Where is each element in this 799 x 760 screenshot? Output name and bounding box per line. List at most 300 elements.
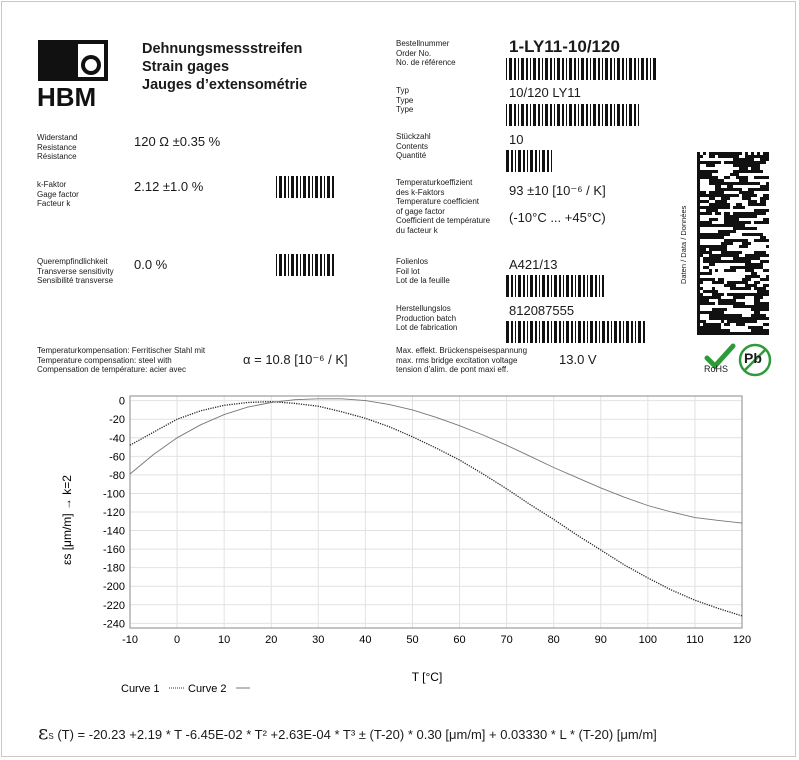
datamatrix-cell [703, 212, 706, 215]
datamatrix-cell [730, 242, 733, 245]
datamatrix-cell [766, 284, 769, 287]
datamatrix-cell [706, 296, 709, 299]
datamatrix-cell [736, 317, 739, 320]
datamatrix-cell [760, 260, 763, 263]
datamatrix-cell [697, 233, 700, 236]
datamatrix-cell [724, 182, 727, 185]
datamatrix-cell [706, 200, 709, 203]
datamatrix-cell [745, 161, 748, 164]
datamatrix-cell [754, 176, 757, 179]
y-tick-label: -20 [109, 414, 125, 427]
datamatrix-cell [703, 152, 706, 155]
barcode-bar [622, 58, 624, 80]
datamatrix-cell [712, 281, 715, 284]
datamatrix-cell [712, 179, 715, 182]
datamatrix-cell [730, 194, 733, 197]
x-tick-label: 40 [359, 634, 372, 646]
datamatrix-cell [700, 236, 703, 239]
datamatrix-cell [706, 176, 709, 179]
datamatrix-cell [754, 233, 757, 236]
datamatrix-cell [730, 185, 733, 188]
barcode-bar [574, 104, 576, 126]
datamatrix-cell [736, 158, 739, 161]
datamatrix-cell [733, 299, 736, 302]
datamatrix-cell [703, 200, 706, 203]
datamatrix-cell [700, 278, 703, 281]
datamatrix-cell [718, 296, 721, 299]
datamatrix-cell [739, 323, 742, 326]
barcode-bar [562, 104, 564, 126]
datamatrix-cell [766, 308, 769, 311]
datamatrix-cell [706, 311, 709, 314]
datamatrix-cell [736, 194, 739, 197]
datamatrix-cell [697, 200, 700, 203]
datamatrix-cell [721, 260, 724, 263]
y-tick-label: -60 [109, 451, 125, 464]
datamatrix-cell [766, 152, 769, 155]
datamatrix-cell [697, 314, 700, 317]
datamatrix-cell [718, 245, 721, 248]
datamatrix-cell [754, 272, 757, 275]
barcode-bar [539, 321, 540, 343]
datamatrix-cell [736, 176, 739, 179]
barcode-bar [551, 150, 552, 172]
datamatrix-cell [760, 197, 763, 200]
datamatrix-cell [721, 188, 724, 191]
datamatrix-cell [706, 272, 709, 275]
datamatrix-cell [697, 221, 700, 224]
datamatrix-cell [727, 269, 730, 272]
datamatrix-cell [751, 170, 754, 173]
datamatrix-cell [742, 233, 745, 236]
datamatrix-cell [742, 227, 745, 230]
datamatrix-cell [715, 200, 718, 203]
barcode-bar [506, 104, 507, 126]
datamatrix-cell [727, 239, 730, 242]
barcode-bar [308, 254, 310, 276]
datamatrix-cell [721, 332, 724, 335]
datamatrix-cell [709, 296, 712, 299]
datamatrix-cell [697, 296, 700, 299]
datamatrix-cell [703, 290, 706, 293]
datamatrix-cell [697, 209, 700, 212]
datamatrix-cell [739, 245, 742, 248]
datamatrix-cell [715, 293, 718, 296]
datamatrix-cell [733, 266, 736, 269]
datamatrix-cell [724, 329, 727, 332]
datamatrix-cell [706, 302, 709, 305]
datamatrix-cell [766, 197, 769, 200]
datamatrix-cell [730, 224, 733, 227]
datamatrix-cell [736, 152, 739, 155]
barcode-bar [538, 104, 540, 126]
datamatrix-cell [754, 332, 757, 335]
datamatrix-cell [736, 227, 739, 230]
datamatrix-cell [697, 269, 700, 272]
x-tick-label: 120 [732, 634, 752, 646]
datamatrix-cell [721, 179, 724, 182]
datamatrix-cell [706, 278, 709, 281]
x-axis-label: T [°C] [411, 670, 443, 684]
datamatrix-cell [739, 287, 742, 290]
datamatrix-cell [727, 155, 730, 158]
datamatrix-cell [718, 224, 721, 227]
datamatrix-cell [742, 266, 745, 269]
datamatrix-cell [754, 299, 757, 302]
barcode-bar [571, 321, 573, 343]
datamatrix-cell [706, 221, 709, 224]
resistance-labels: Widerstand Resistance Résistance [37, 133, 78, 161]
datamatrix-cell [700, 251, 703, 254]
datamatrix-cell [742, 197, 745, 200]
barcode-bar [526, 58, 528, 80]
datamatrix-cell [745, 179, 748, 182]
datamatrix-cell [745, 170, 748, 173]
x-tick-label: 100 [638, 634, 658, 646]
datamatrix-cell [745, 197, 748, 200]
datamatrix-cell [700, 272, 703, 275]
datamatrix-cell [745, 278, 748, 281]
datamatrix-cell [748, 155, 751, 158]
datamatrix-cell [730, 260, 733, 263]
datamatrix-cell [712, 248, 715, 251]
datamatrix-cell [766, 290, 769, 293]
datamatrix-cell [715, 176, 718, 179]
datamatrix-cell [754, 317, 757, 320]
barcode-bar [653, 58, 656, 80]
datamatrix-cell [697, 224, 700, 227]
datamatrix-cell [742, 287, 745, 290]
datamatrix-cell [730, 287, 733, 290]
barcode-bar [320, 176, 322, 198]
datamatrix-cell [697, 185, 700, 188]
datamatrix-cell [733, 320, 736, 323]
datamatrix-cell [733, 317, 736, 320]
barcode-bar [590, 104, 591, 126]
datamatrix-cell [745, 266, 748, 269]
datamatrix-cell [721, 278, 724, 281]
batch-value: 812087555 [509, 303, 575, 318]
barcode-bar [509, 58, 512, 80]
datamatrix-cell [763, 293, 766, 296]
datamatrix-cell [751, 329, 754, 332]
datamatrix-cell [715, 194, 718, 197]
barcode-bar [521, 104, 524, 126]
datamatrix-cell [757, 212, 760, 215]
y-tick-label: -80 [109, 469, 125, 482]
title-en: Strain gages [142, 59, 230, 75]
datamatrix-cell [766, 239, 769, 242]
x-tick-label: 0 [174, 634, 181, 646]
barcode-bar [332, 176, 334, 198]
datamatrix-cell [739, 176, 742, 179]
barcode-bar [550, 58, 552, 80]
datamatrix-cell [724, 260, 727, 263]
datamatrix-cell [754, 239, 757, 242]
datamatrix-cell [718, 260, 721, 263]
datamatrix-cell [730, 230, 733, 233]
datamatrix-cell [763, 269, 766, 272]
datamatrix-cell [733, 170, 736, 173]
barcode-bar [332, 254, 334, 276]
barcode-bar [634, 104, 636, 126]
datamatrix-cell [754, 215, 757, 218]
datamatrix-cell [715, 179, 718, 182]
datamatrix-cell [742, 281, 745, 284]
x-tick-label: 80 [547, 634, 560, 646]
datamatrix-cell [697, 266, 700, 269]
datamatrix-cell [751, 155, 754, 158]
datamatrix-cell [727, 218, 730, 221]
datamatrix-cell [754, 329, 757, 332]
datamatrix-cell [715, 332, 718, 335]
barcode-bar [530, 104, 531, 126]
gage-factor-barcode [276, 176, 334, 198]
datamatrix-cell [697, 164, 700, 167]
y-tick-label: -140 [102, 525, 125, 538]
datamatrix-cell [703, 320, 706, 323]
datamatrix-cell [697, 281, 700, 284]
datamatrix-cell [697, 326, 700, 329]
datamatrix-cell [697, 167, 700, 170]
datamatrix-cell [757, 251, 760, 254]
hbm-logo-graphic [38, 40, 108, 81]
datamatrix-cell [742, 239, 745, 242]
barcode-bar [535, 150, 537, 172]
datamatrix-cell [742, 224, 745, 227]
datamatrix-cell [757, 314, 760, 317]
datamatrix-cell [721, 236, 724, 239]
datamatrix-cell [706, 209, 709, 212]
datamatrix-cell [745, 191, 748, 194]
barcode-bar [599, 321, 600, 343]
datamatrix-cell [751, 233, 754, 236]
barcode-bar [617, 58, 620, 80]
datamatrix-cell [718, 179, 721, 182]
datamatrix-cell [727, 242, 730, 245]
datamatrix-cell [760, 302, 763, 305]
barcode-bar [509, 104, 512, 126]
temp-comp-labels: Temperaturkompensation: Ferritischer Stahl mit Temperature compensation: steel with Compensation de température: acier avec [37, 346, 206, 374]
datamatrix-cell [748, 263, 751, 266]
barcode-bar [545, 104, 548, 126]
barcode-bar [291, 254, 294, 276]
datamatrix-cell [703, 251, 706, 254]
datamatrix-cell [724, 245, 727, 248]
datamatrix-cell [700, 311, 703, 314]
datamatrix-cell [730, 239, 733, 242]
datamatrix-cell [700, 200, 703, 203]
barcode-bar [578, 104, 579, 126]
barcode-bar [575, 275, 576, 297]
datamatrix-cell [700, 287, 703, 290]
datamatrix-cell [754, 251, 757, 254]
barcode-bar [291, 176, 294, 198]
datamatrix-cell [757, 203, 760, 206]
datamatrix-cell [697, 155, 700, 158]
datamatrix-cell [754, 257, 757, 260]
datamatrix-cell [736, 320, 739, 323]
datamatrix-cell [739, 164, 742, 167]
datamatrix-cell [706, 329, 709, 332]
datamatrix-cell [754, 287, 757, 290]
barcode-bar [638, 58, 639, 80]
datamatrix-cell [727, 230, 730, 233]
datamatrix-cell [742, 302, 745, 305]
datamatrix-cell [763, 236, 766, 239]
datamatrix-cell [739, 158, 742, 161]
datamatrix-cell [736, 161, 739, 164]
datamatrix-cell [706, 161, 709, 164]
datamatrix-cell [700, 191, 703, 194]
datamatrix-cell [718, 203, 721, 206]
datamatrix-cell [703, 236, 706, 239]
datamatrix-cell [709, 224, 712, 227]
datamatrix-cell [763, 239, 766, 242]
datamatrix-cell [760, 185, 763, 188]
datamatrix-cell [697, 215, 700, 218]
datamatrix-cell [733, 287, 736, 290]
datamatrix-cell [697, 227, 700, 230]
datamatrix-cell [715, 257, 718, 260]
datamatrix-cell [763, 251, 766, 254]
datamatrix-cell [724, 188, 727, 191]
barcode-bar [605, 104, 608, 126]
datamatrix-cell [715, 323, 718, 326]
datamatrix-cell [766, 278, 769, 281]
datamatrix-cell [724, 314, 727, 317]
datamatrix-cell [766, 260, 769, 263]
datamatrix-cell [697, 176, 700, 179]
datamatrix-cell [706, 326, 709, 329]
datamatrix-cell [697, 308, 700, 311]
datamatrix-cell [751, 188, 754, 191]
datamatrix-cell [739, 260, 742, 263]
datamatrix-cell [724, 161, 727, 164]
temp-coeff-labels: Temperaturkoeffizient des k-Faktors Temperature coefficient of gage factor Coefficient de température du facteur k [396, 178, 491, 235]
datamatrix-cell [742, 305, 745, 308]
datamatrix-cell [763, 200, 766, 203]
datamatrix-cell [706, 299, 709, 302]
datamatrix-cell [709, 179, 712, 182]
datamatrix-cell [712, 311, 715, 314]
datamatrix-cell [748, 266, 751, 269]
barcode-bar [557, 58, 560, 80]
datamatrix-cell [721, 248, 724, 251]
barcode-bar [533, 104, 536, 126]
datamatrix-cell [748, 197, 751, 200]
datamatrix-cell [697, 173, 700, 176]
datamatrix-cell [754, 311, 757, 314]
formula-symbol: ε [38, 720, 49, 744]
logo-text: HBM [37, 82, 97, 112]
datamatrix-cell [730, 314, 733, 317]
datamatrix-cell [745, 257, 748, 260]
datamatrix-cell [706, 257, 709, 260]
datamatrix-cell [712, 236, 715, 239]
datamatrix-cell [715, 191, 718, 194]
datamatrix-cell [709, 218, 712, 221]
datamatrix-cell [715, 203, 718, 206]
datamatrix-cell [697, 182, 700, 185]
datamatrix-cell [718, 230, 721, 233]
datamatrix-cell [754, 320, 757, 323]
datamatrix-cell [730, 152, 733, 155]
datamatrix-cell [724, 302, 727, 305]
datamatrix-cell [727, 152, 730, 155]
datamatrix-cell [742, 245, 745, 248]
datamatrix-cell [712, 308, 715, 311]
datamatrix-cell [697, 305, 700, 308]
datamatrix-cell [754, 326, 757, 329]
datamatrix-cell [733, 305, 736, 308]
datamatrix-cell [760, 236, 763, 239]
datamatrix-cell [703, 302, 706, 305]
datamatrix-cell [760, 293, 763, 296]
datamatrix-cell [754, 305, 757, 308]
datamatrix-cell [703, 260, 706, 263]
datamatrix-cell [697, 299, 700, 302]
datamatrix-cell [727, 194, 730, 197]
barcode-bar [566, 321, 569, 343]
datamatrix-cell [736, 218, 739, 221]
datamatrix-cell [754, 302, 757, 305]
datamatrix-cell [703, 245, 706, 248]
x-tick-label: 50 [406, 634, 419, 646]
datamatrix-cell [697, 302, 700, 305]
barcode-bar [518, 104, 519, 126]
datamatrix-cell [757, 233, 760, 236]
datamatrix-cell [763, 329, 766, 332]
datamatrix-cell [748, 212, 751, 215]
barcode-bar [514, 104, 516, 126]
datamatrix-cell [718, 212, 721, 215]
datamatrix-cell [757, 326, 760, 329]
datamatrix-cell [742, 161, 745, 164]
datamatrix-cell [724, 332, 727, 335]
datamatrix-cell [703, 323, 706, 326]
datamatrix-cell [754, 221, 757, 224]
datamatrix-cell [757, 281, 760, 284]
datamatrix-cell [703, 326, 706, 329]
datamatrix-cell [727, 212, 730, 215]
datamatrix-cell [718, 323, 721, 326]
datamatrix-cell [748, 194, 751, 197]
datamatrix-cell [724, 284, 727, 287]
datamatrix-cell [766, 194, 769, 197]
datamatrix-cell [730, 221, 733, 224]
datamatrix-cell [739, 251, 742, 254]
datamatrix-cell [715, 161, 718, 164]
datamatrix-cell [721, 203, 724, 206]
datamatrix-cell [733, 281, 736, 284]
datamatrix-cell [754, 155, 757, 158]
datamatrix-cell [700, 329, 703, 332]
datamatrix-cell [763, 332, 766, 335]
datamatrix-cell [718, 308, 721, 311]
datamatrix-cell [742, 164, 745, 167]
datamatrix-cell [730, 299, 733, 302]
datamatrix-cell [736, 221, 739, 224]
datamatrix-cell [709, 155, 712, 158]
datamatrix-cell [712, 170, 715, 173]
datamatrix-cell [706, 290, 709, 293]
barcode-bar [638, 321, 641, 343]
datamatrix-cell [703, 329, 706, 332]
datamatrix-cell [718, 332, 721, 335]
datamatrix-cell [712, 287, 715, 290]
datamatrix-cell [715, 152, 718, 155]
